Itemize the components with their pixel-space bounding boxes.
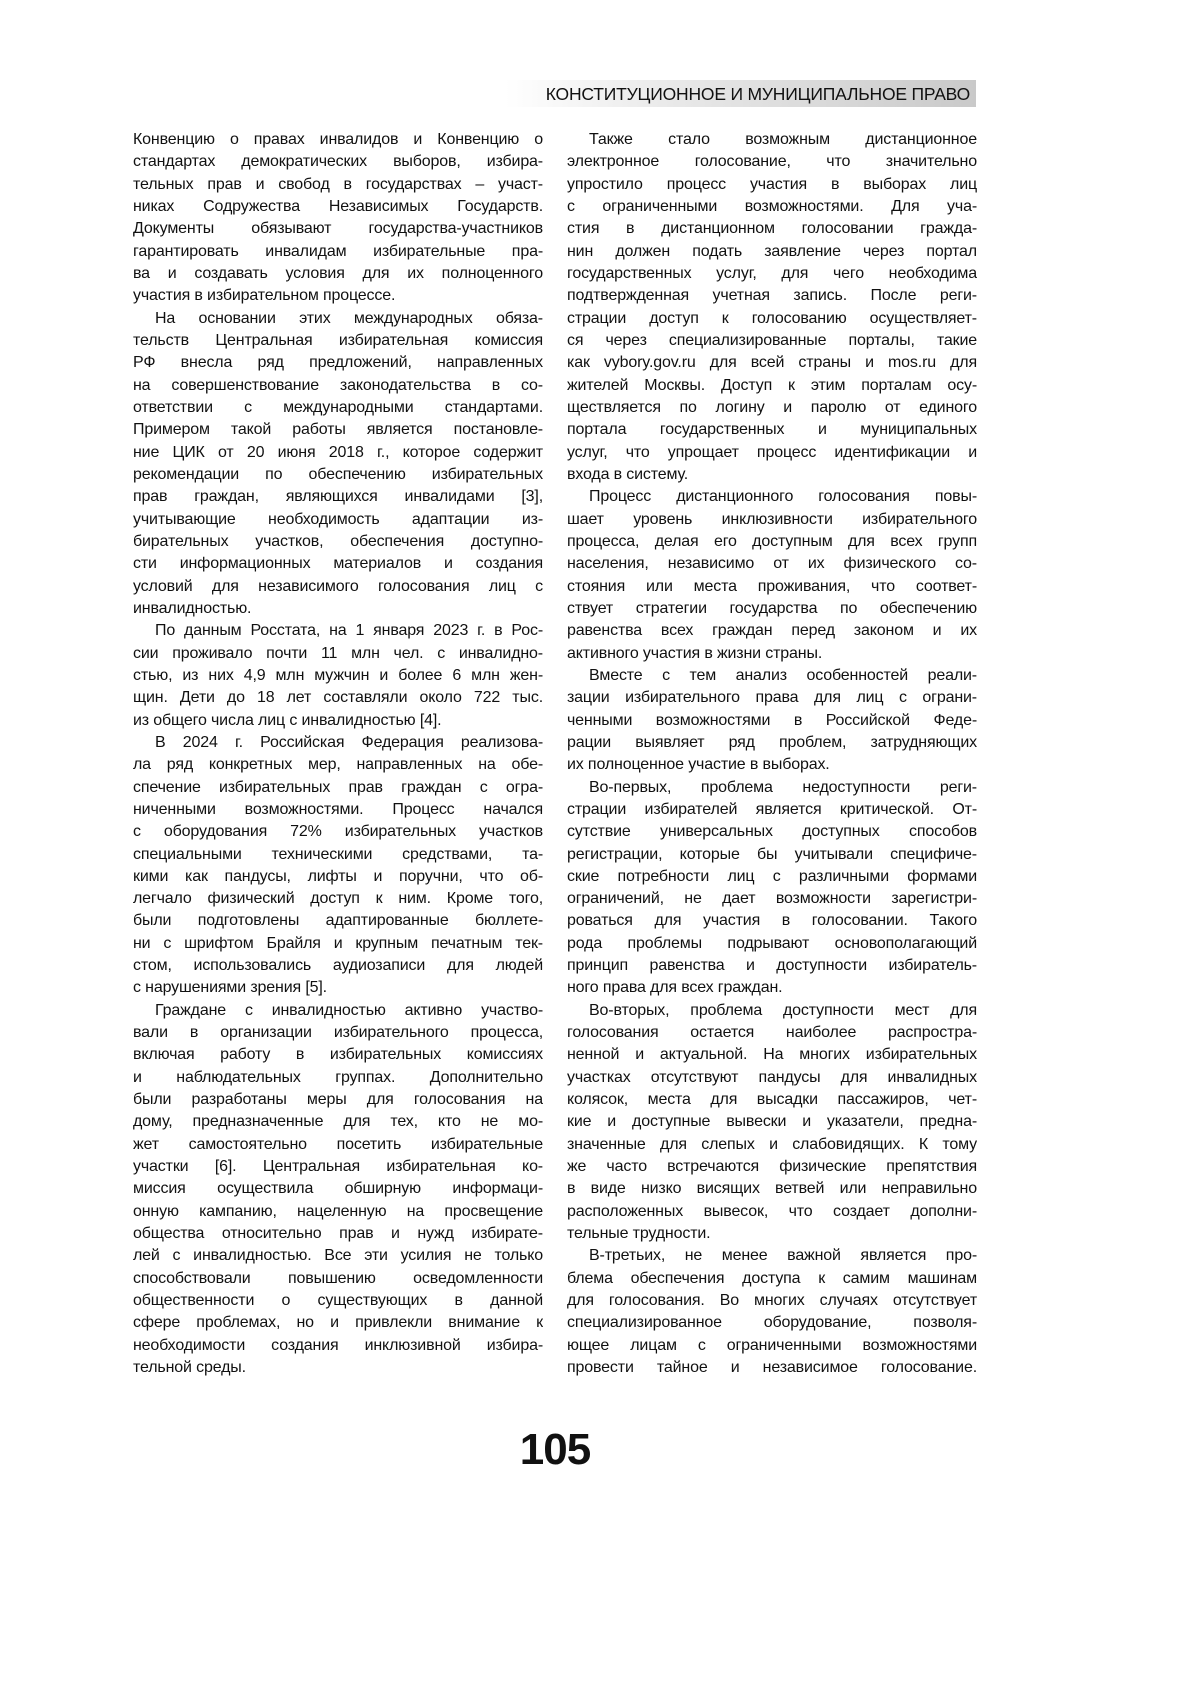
text-line: блема обеспечения доступа к самим машинам bbox=[567, 1268, 977, 1290]
text-line: с ограниченными возможностями. Для уча- bbox=[567, 196, 977, 218]
text-line: сти информационных материалов и создания bbox=[133, 553, 543, 575]
text-line: тельные трудности. bbox=[567, 1223, 977, 1245]
text-line: для голосования. Во многих случаях отсутствует bbox=[567, 1290, 977, 1312]
text-line: гарантировать инвалидам избирательные пра- bbox=[133, 241, 543, 263]
text-line: Процесс дистанционного голосования повы- bbox=[567, 486, 977, 508]
text-column-right bbox=[567, 129, 977, 1379]
paragraph bbox=[133, 308, 543, 621]
text-line: сии проживало почти 11 млн чел. с инвалидно- bbox=[133, 643, 543, 665]
text-line: включая работу в избирательных комиссиях bbox=[133, 1044, 543, 1066]
text-line: Конвенцию о правах инвалидов и Конвенцию о bbox=[133, 129, 543, 151]
text-line: стью, из них 4,9 млн мужчин и более 6 млн жен- bbox=[133, 665, 543, 687]
text-line: никах Содружества Независимых Государств. bbox=[133, 196, 543, 218]
text-line: Вместе с тем анализ особенностей реали- bbox=[567, 665, 977, 687]
text-line: электронное голосование, что значительно bbox=[567, 151, 977, 173]
text-line: зации избирательного права для лиц с ограни- bbox=[567, 687, 977, 709]
text-line: сфере проблемах, но и привлекли внимание к bbox=[133, 1312, 543, 1334]
text-line: кими как пандусы, лифты и поручни, что об- bbox=[133, 866, 543, 888]
text-line: Также стало возможным дистанционное bbox=[567, 129, 977, 151]
text-line: услуг, что упрощает процесс идентификации и bbox=[567, 442, 977, 464]
text-line: портала государственных и муниципальных bbox=[567, 419, 977, 441]
text-line: дому, предназначенные для тех, кто не мо- bbox=[133, 1111, 543, 1133]
text-line: специализированное оборудование, позволя- bbox=[567, 1312, 977, 1334]
text-line: стандартах демократических выборов, избира- bbox=[133, 151, 543, 173]
text-line: их полноценное участие в выборах. bbox=[567, 754, 977, 776]
text-line: В-третьих, не менее важной является про- bbox=[567, 1245, 977, 1267]
text-line: населения, независимо от их физического со- bbox=[567, 553, 977, 575]
text-line: вали в организации избирательного процесса, bbox=[133, 1022, 543, 1044]
text-line: входа в систему. bbox=[567, 464, 977, 486]
text-line: легчало физический доступ к ним. Кроме того, bbox=[133, 888, 543, 910]
text-line: ющее лицам с ограниченными возможностями bbox=[567, 1335, 977, 1357]
text-line: активного участия в жизни страны. bbox=[567, 643, 977, 665]
text-line: регистрации, которые бы учитывали специфиче- bbox=[567, 844, 977, 866]
text-line: Во-вторых, проблема доступности мест для bbox=[567, 1000, 977, 1022]
text-line: процесса, делая его доступным для всех групп bbox=[567, 531, 977, 553]
text-line: с нарушениями зрения [5]. bbox=[133, 977, 543, 999]
text-line: инвалидностью. bbox=[133, 598, 543, 620]
paragraph bbox=[567, 1245, 977, 1379]
text-line: равенства всех граждан перед законом и их bbox=[567, 620, 977, 642]
text-line: В 2024 г. Российская Федерация реализова- bbox=[133, 732, 543, 754]
text-line: участия в избирательном процессе. bbox=[133, 285, 543, 307]
text-line: в виде низко висящих ветвей или неправильно bbox=[567, 1178, 977, 1200]
text-line: ненной и актуальной. На многих избирательных bbox=[567, 1044, 977, 1066]
text-line: нин должен подать заявление через портал bbox=[567, 241, 977, 263]
text-line: страции доступ к голосованию осуществляет- bbox=[567, 308, 977, 330]
section-header-bar bbox=[505, 80, 976, 107]
section-title: КОНСТИТУЦИОННОЕ И МУНИЦИПАЛЬНОЕ ПРАВО bbox=[546, 84, 970, 105]
text-line: способствовали повышению осведомленности bbox=[133, 1268, 543, 1290]
text-line: расположенных вывесок, что создает дополни- bbox=[567, 1201, 977, 1223]
text-line: государственных услуг, для чего необходима bbox=[567, 263, 977, 285]
text-line: лей с инвалидностью. Все эти усилия не только bbox=[133, 1245, 543, 1267]
text-line: страции избирателей является критической. От- bbox=[567, 799, 977, 821]
text-line: были подготовлены адаптированные бюллете- bbox=[133, 910, 543, 932]
text-line: подтвержденная учетная запись. После реги- bbox=[567, 285, 977, 307]
text-line: На основании этих международных обяза- bbox=[133, 308, 543, 330]
text-line: РФ внесла ряд предложений, направленных bbox=[133, 352, 543, 374]
text-line: онную кампанию, нацеленную на просвещение bbox=[133, 1201, 543, 1223]
text-line: ствует стратегии государства по обеспечению bbox=[567, 598, 977, 620]
paragraph bbox=[567, 129, 977, 486]
text-line: ченными возможностями в Российской Феде- bbox=[567, 710, 977, 732]
text-line: ся через специализированные порталы, такие bbox=[567, 330, 977, 352]
text-line: из общего числа лиц с инвалидностью [4]. bbox=[133, 710, 543, 732]
paragraph bbox=[567, 665, 977, 777]
text-line: рации выявляет ряд проблем, затрудняющих bbox=[567, 732, 977, 754]
paragraph bbox=[567, 1000, 977, 1246]
text-line: стом, использовались аудиозаписи для людей bbox=[133, 955, 543, 977]
paragraph bbox=[133, 620, 543, 732]
text-line: ного права для всех граждан. bbox=[567, 977, 977, 999]
paragraph bbox=[133, 129, 543, 308]
page-number: 105 bbox=[0, 1425, 1110, 1475]
text-line: как vybory.gov.ru для всей страны и mos.ru для bbox=[567, 352, 977, 374]
text-line: Во-первых, проблема недоступности реги- bbox=[567, 777, 977, 799]
text-line: рекомендации по обеспечению избирательных bbox=[133, 464, 543, 486]
text-line: щин. Дети до 18 лет составляли около 722 тыс. bbox=[133, 687, 543, 709]
text-line: ществляется по логину и паролю от единого bbox=[567, 397, 977, 419]
text-line: колясок, места для высадки пассажиров, чет- bbox=[567, 1089, 977, 1111]
text-line: миссия осуществила обширную информаци- bbox=[133, 1178, 543, 1200]
text-line: голосования остается наиболее распростра- bbox=[567, 1022, 977, 1044]
text-line: значенные для слепых и слабовидящих. К тому bbox=[567, 1134, 977, 1156]
text-line: специальными техническими средствами, та- bbox=[133, 844, 543, 866]
text-line: прав граждан, являющихся инвалидами [3], bbox=[133, 486, 543, 508]
text-line: общественности о существующих в данной bbox=[133, 1290, 543, 1312]
text-line: ни с шрифтом Брайля и крупным печатным тек- bbox=[133, 933, 543, 955]
text-line: роваться для участия в голосовании. Такого bbox=[567, 910, 977, 932]
text-column-left bbox=[133, 129, 543, 1379]
text-line: провести тайное и независимое голосование. bbox=[567, 1357, 977, 1379]
text-line: принцип равенства и доступности избиратель- bbox=[567, 955, 977, 977]
text-line: Примером такой работы является постановле- bbox=[133, 419, 543, 441]
text-line: были разработаны меры для голосования на bbox=[133, 1089, 543, 1111]
paragraph bbox=[133, 732, 543, 1000]
text-line: жителей Москвы. Доступ к этим порталам осу- bbox=[567, 375, 977, 397]
text-line: Документы обязывают государства-участников bbox=[133, 218, 543, 240]
text-line: По данным Росстата, на 1 января 2023 г. в Рос- bbox=[133, 620, 543, 642]
text-line: тельной среды. bbox=[133, 1357, 543, 1379]
text-line: жет самостоятельно посетить избирательные bbox=[133, 1134, 543, 1156]
text-line: стия в дистанционном голосовании гражда- bbox=[567, 218, 977, 240]
text-line: шает уровень инклюзивности избирательного bbox=[567, 509, 977, 531]
text-line: же часто встречаются физические препятствия bbox=[567, 1156, 977, 1178]
text-line: стояния или места проживания, что соответ- bbox=[567, 576, 977, 598]
text-line: с оборудования 72% избирательных участков bbox=[133, 821, 543, 843]
text-line: общества относительно прав и нужд избирате- bbox=[133, 1223, 543, 1245]
text-line: ответствии с международными стандартами. bbox=[133, 397, 543, 419]
text-line: ва и создавать условия для их полноценного bbox=[133, 263, 543, 285]
text-line: сутствие универсальных доступных способов bbox=[567, 821, 977, 843]
text-line: бирательных участков, обеспечения доступно- bbox=[133, 531, 543, 553]
text-line: упростило процесс участия в выборах лиц bbox=[567, 174, 977, 196]
text-line: Граждане с инвалидностью активно участво- bbox=[133, 1000, 543, 1022]
text-line: ские потребности лиц с различными формами bbox=[567, 866, 977, 888]
text-line: условий для независимого голосования лиц с bbox=[133, 576, 543, 598]
text-line: ние ЦИК от 20 июня 2018 г., которое содержит bbox=[133, 442, 543, 464]
text-line: тельных прав и свобод в государствах – участ- bbox=[133, 174, 543, 196]
text-line: ла ряд конкретных мер, направленных на обе- bbox=[133, 754, 543, 776]
paragraph bbox=[567, 777, 977, 1000]
paragraph bbox=[567, 486, 977, 665]
text-line: учитывающие необходимость адаптации из- bbox=[133, 509, 543, 531]
text-line: спечение избирательных прав граждан с огра- bbox=[133, 777, 543, 799]
text-line: и наблюдательных группах. Дополнительно bbox=[133, 1067, 543, 1089]
paragraph bbox=[133, 1000, 543, 1380]
text-line: участках отсутствуют пандусы для инвалидных bbox=[567, 1067, 977, 1089]
text-line: ограничений, не дает возможности зарегистри- bbox=[567, 888, 977, 910]
text-line: на совершенствование законодательства в со- bbox=[133, 375, 543, 397]
text-line: участки [6]. Центральная избирательная ко- bbox=[133, 1156, 543, 1178]
text-line: рода проблемы подрывают основополагающий bbox=[567, 933, 977, 955]
text-line: кие и доступные вывески и указатели, предна- bbox=[567, 1111, 977, 1133]
text-line: необходимости создания инклюзивной избира- bbox=[133, 1335, 543, 1357]
text-line: ниченными возможностями. Процесс начался bbox=[133, 799, 543, 821]
text-line: тельств Центральная избирательная комиссия bbox=[133, 330, 543, 352]
